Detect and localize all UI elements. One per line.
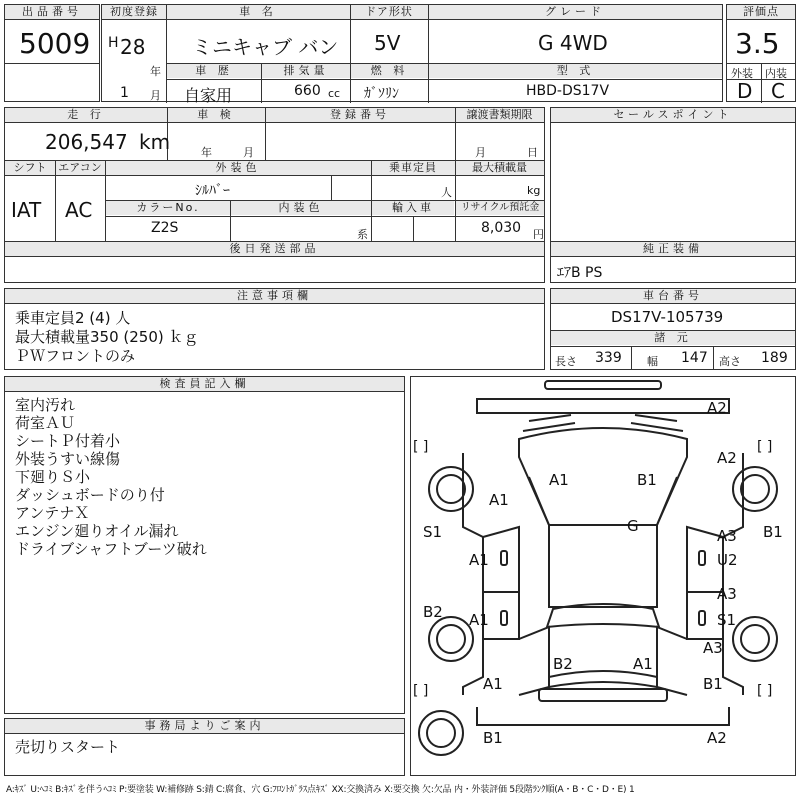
inspector-line-5: 下廻りＳ小: [15, 468, 91, 486]
office-header: 事務局よりご案内: [5, 719, 404, 734]
mark-left-rear-door: A1: [469, 611, 489, 629]
year-unit: 年: [150, 65, 161, 78]
lot-header: 出品番号: [5, 5, 99, 20]
inspector-line-1: 室内汚れ: [15, 396, 76, 414]
lot-box: [4, 4, 100, 102]
month: 1: [120, 85, 129, 101]
load-header: 最大積載量: [455, 161, 544, 176]
car-name: ミニキャブ バン: [192, 35, 339, 59]
grade: G 4WD: [538, 31, 608, 55]
width: 147: [681, 350, 708, 366]
year: 28: [120, 35, 146, 59]
reg-header: 初度登録: [102, 5, 166, 20]
detail-box: [4, 107, 545, 243]
score: 3.5: [735, 27, 780, 60]
model-header: 型 式: [429, 64, 722, 78]
chassis-number: DS17V-105739: [611, 308, 724, 326]
height: 189: [761, 350, 788, 366]
office-text: 売切りスタート: [15, 738, 121, 756]
import-header: 輸入車: [372, 201, 454, 215]
era: H: [108, 35, 119, 51]
shift-header: シフト: [5, 161, 55, 176]
equip-box: [550, 241, 796, 283]
footer-legend: A:ｷｽﾞ U:ﾍｺﾐ B:ｷｽﾞを伴うﾍｺﾐ P:要塗装 W:補修跡 S:錆 C:腐食、穴 G:ﾌﾛﾝﾄｶﾞﾗｽ点ｷｽﾞ XX:交換済み X:要交換 欠:欠品 内・外装評価 5段階ﾗﾝｸ順(A・B・C・D・E) 1: [6, 785, 635, 795]
mark-rear-bumper-right: A2: [707, 729, 727, 747]
color-no-header: カラーNo.: [106, 201, 230, 215]
displacement: 660: [294, 83, 321, 99]
transfer-day: 日: [527, 146, 538, 159]
grade-header: グレード: [428, 5, 722, 20]
mileage: 206,547: [45, 130, 128, 154]
ac-header: エアコン: [55, 161, 105, 176]
mark-right-rear-door-s: S1: [717, 611, 737, 629]
len-label: 長さ: [555, 355, 577, 368]
ext-score: D: [737, 79, 753, 103]
wid-label: 幅: [647, 355, 658, 368]
name-header: 車 名: [166, 5, 350, 20]
office-box: [4, 718, 405, 776]
chassis-box: [550, 288, 796, 370]
mark-hood-right: B1: [637, 471, 657, 489]
month-unit: 月: [150, 89, 161, 102]
chassis-header: 車台番号: [551, 289, 795, 304]
int-color-unit: 系: [357, 228, 368, 241]
hei-label: 高さ: [719, 355, 741, 368]
inspector-line-6: ダッシュボードのり付: [15, 486, 165, 504]
cap-unit: 人: [441, 186, 452, 199]
car-diagram: [410, 376, 796, 776]
score-header: 評価点: [727, 5, 795, 20]
mark-right-front-door-a: A3: [717, 527, 737, 545]
transfer-month: 月: [475, 146, 486, 159]
cap-header: 乗車定員: [371, 161, 455, 176]
sales-point-box: [550, 107, 796, 243]
inspector-line-4: 外装うすい線傷: [15, 450, 121, 468]
mileage-unit: km: [139, 130, 171, 154]
disp-unit: cc: [328, 87, 341, 100]
door-header: ドア形状: [350, 5, 428, 20]
mark-left-sill: B2: [423, 603, 443, 621]
equip-header: 純正装備: [551, 242, 795, 257]
shift: IAT: [11, 198, 42, 222]
mark-left-rear-quarter: A1: [483, 675, 503, 693]
mark-right-pillar: B1: [763, 523, 783, 541]
note-line-2: 最大積載量350 (250) ｋｇ: [15, 328, 199, 346]
recycle-header: リサイクル預託金: [456, 201, 544, 215]
lot-number: 5009: [19, 27, 91, 60]
ext-label: 外装: [731, 67, 753, 80]
inspect-year-unit: 年: [201, 146, 212, 159]
notes-box: [4, 288, 545, 370]
length: 339: [595, 350, 622, 366]
inspector-line-7: アンテナＸ: [15, 504, 90, 522]
model-code: HBD-DS17V: [526, 83, 610, 99]
mark-left-front-door: A1: [469, 551, 489, 569]
mileage-header: 走 行: [5, 108, 167, 123]
note-line-1: 乗車定員2 (4) 人: [15, 309, 131, 327]
regno-header: 登録番号: [265, 108, 455, 123]
main-spec-box: [101, 4, 723, 105]
fuel-header: 燃 料: [351, 64, 428, 78]
disp-header: 排気量: [262, 64, 350, 78]
mark-right-rear-quarter-a: A3: [703, 639, 723, 657]
int-score: C: [771, 79, 785, 103]
door-type: 5V: [374, 31, 401, 55]
ext-color: ｼﾙﾊﾞｰ: [195, 183, 230, 199]
inspector-box: [4, 376, 405, 714]
color-no: Z2S: [151, 220, 179, 236]
later-header: 後日発送部品: [5, 242, 544, 257]
recycle-unit: 円: [533, 228, 544, 241]
mark-right-front-fender: A2: [717, 449, 737, 467]
load-unit: kg: [527, 184, 541, 197]
transfer-header: 譲渡書類期限: [455, 108, 544, 123]
mark-front-bumper: A2: [707, 399, 727, 417]
ext-color-header: 外装色: [105, 161, 371, 176]
inspector-line-3: シートＰ付着小: [15, 432, 121, 450]
later-parts-box: [4, 241, 545, 283]
inspector-line-2: 荷室ＡＵ: [15, 414, 76, 432]
mark-hood-left: A1: [549, 471, 569, 489]
fuel: ｶﾞｿﾘﾝ: [364, 86, 399, 102]
note-line-3: ＰＷフロントのみ: [15, 347, 136, 365]
dims-header: 諸 元: [551, 331, 795, 345]
mark-left-front-fender: A1: [489, 491, 509, 509]
bracket-left-top: [ ]: [413, 439, 429, 455]
int-label: 内装: [765, 67, 787, 80]
ac: AC: [65, 198, 93, 222]
mark-rear-bumper-left: B1: [483, 729, 503, 747]
mark-tailgate-right: A1: [633, 655, 653, 673]
inspector-header: 検査員記入欄: [5, 377, 404, 392]
recycle-fee: 8,030: [481, 220, 522, 236]
inspector-line-8: エンジン廻りオイル漏れ: [15, 522, 179, 540]
inspect-header: 車 検: [167, 108, 265, 123]
notes-header: 注意事項欄: [5, 289, 544, 304]
mark-right-rear-quarter-b: B1: [703, 675, 723, 693]
sales-header: セールスポイント: [551, 108, 795, 123]
inspector-line-9: ドライブシャフトブーツ破れ: [15, 540, 207, 558]
mark-tailgate-left: B2: [553, 655, 573, 673]
mark-right-rear-door-a: A3: [717, 585, 737, 603]
mark-roof: G: [627, 517, 639, 535]
equip: ｴｱB PS: [557, 265, 603, 281]
history: 自家用: [184, 86, 233, 105]
history-header: 車 歴: [167, 64, 261, 78]
car-outline-svg: [411, 377, 795, 775]
bracket-right-top: [ ]: [757, 439, 773, 455]
inspect-month-unit: 月: [243, 146, 254, 159]
bracket-left-bottom: [ ]: [413, 683, 429, 699]
mark-right-front-door-u: U2: [717, 551, 738, 569]
bracket-right-bottom: [ ]: [757, 683, 773, 699]
mark-left-pillar: S1: [423, 523, 443, 541]
score-box: [726, 4, 796, 102]
int-color-header: 内装色: [231, 201, 371, 215]
